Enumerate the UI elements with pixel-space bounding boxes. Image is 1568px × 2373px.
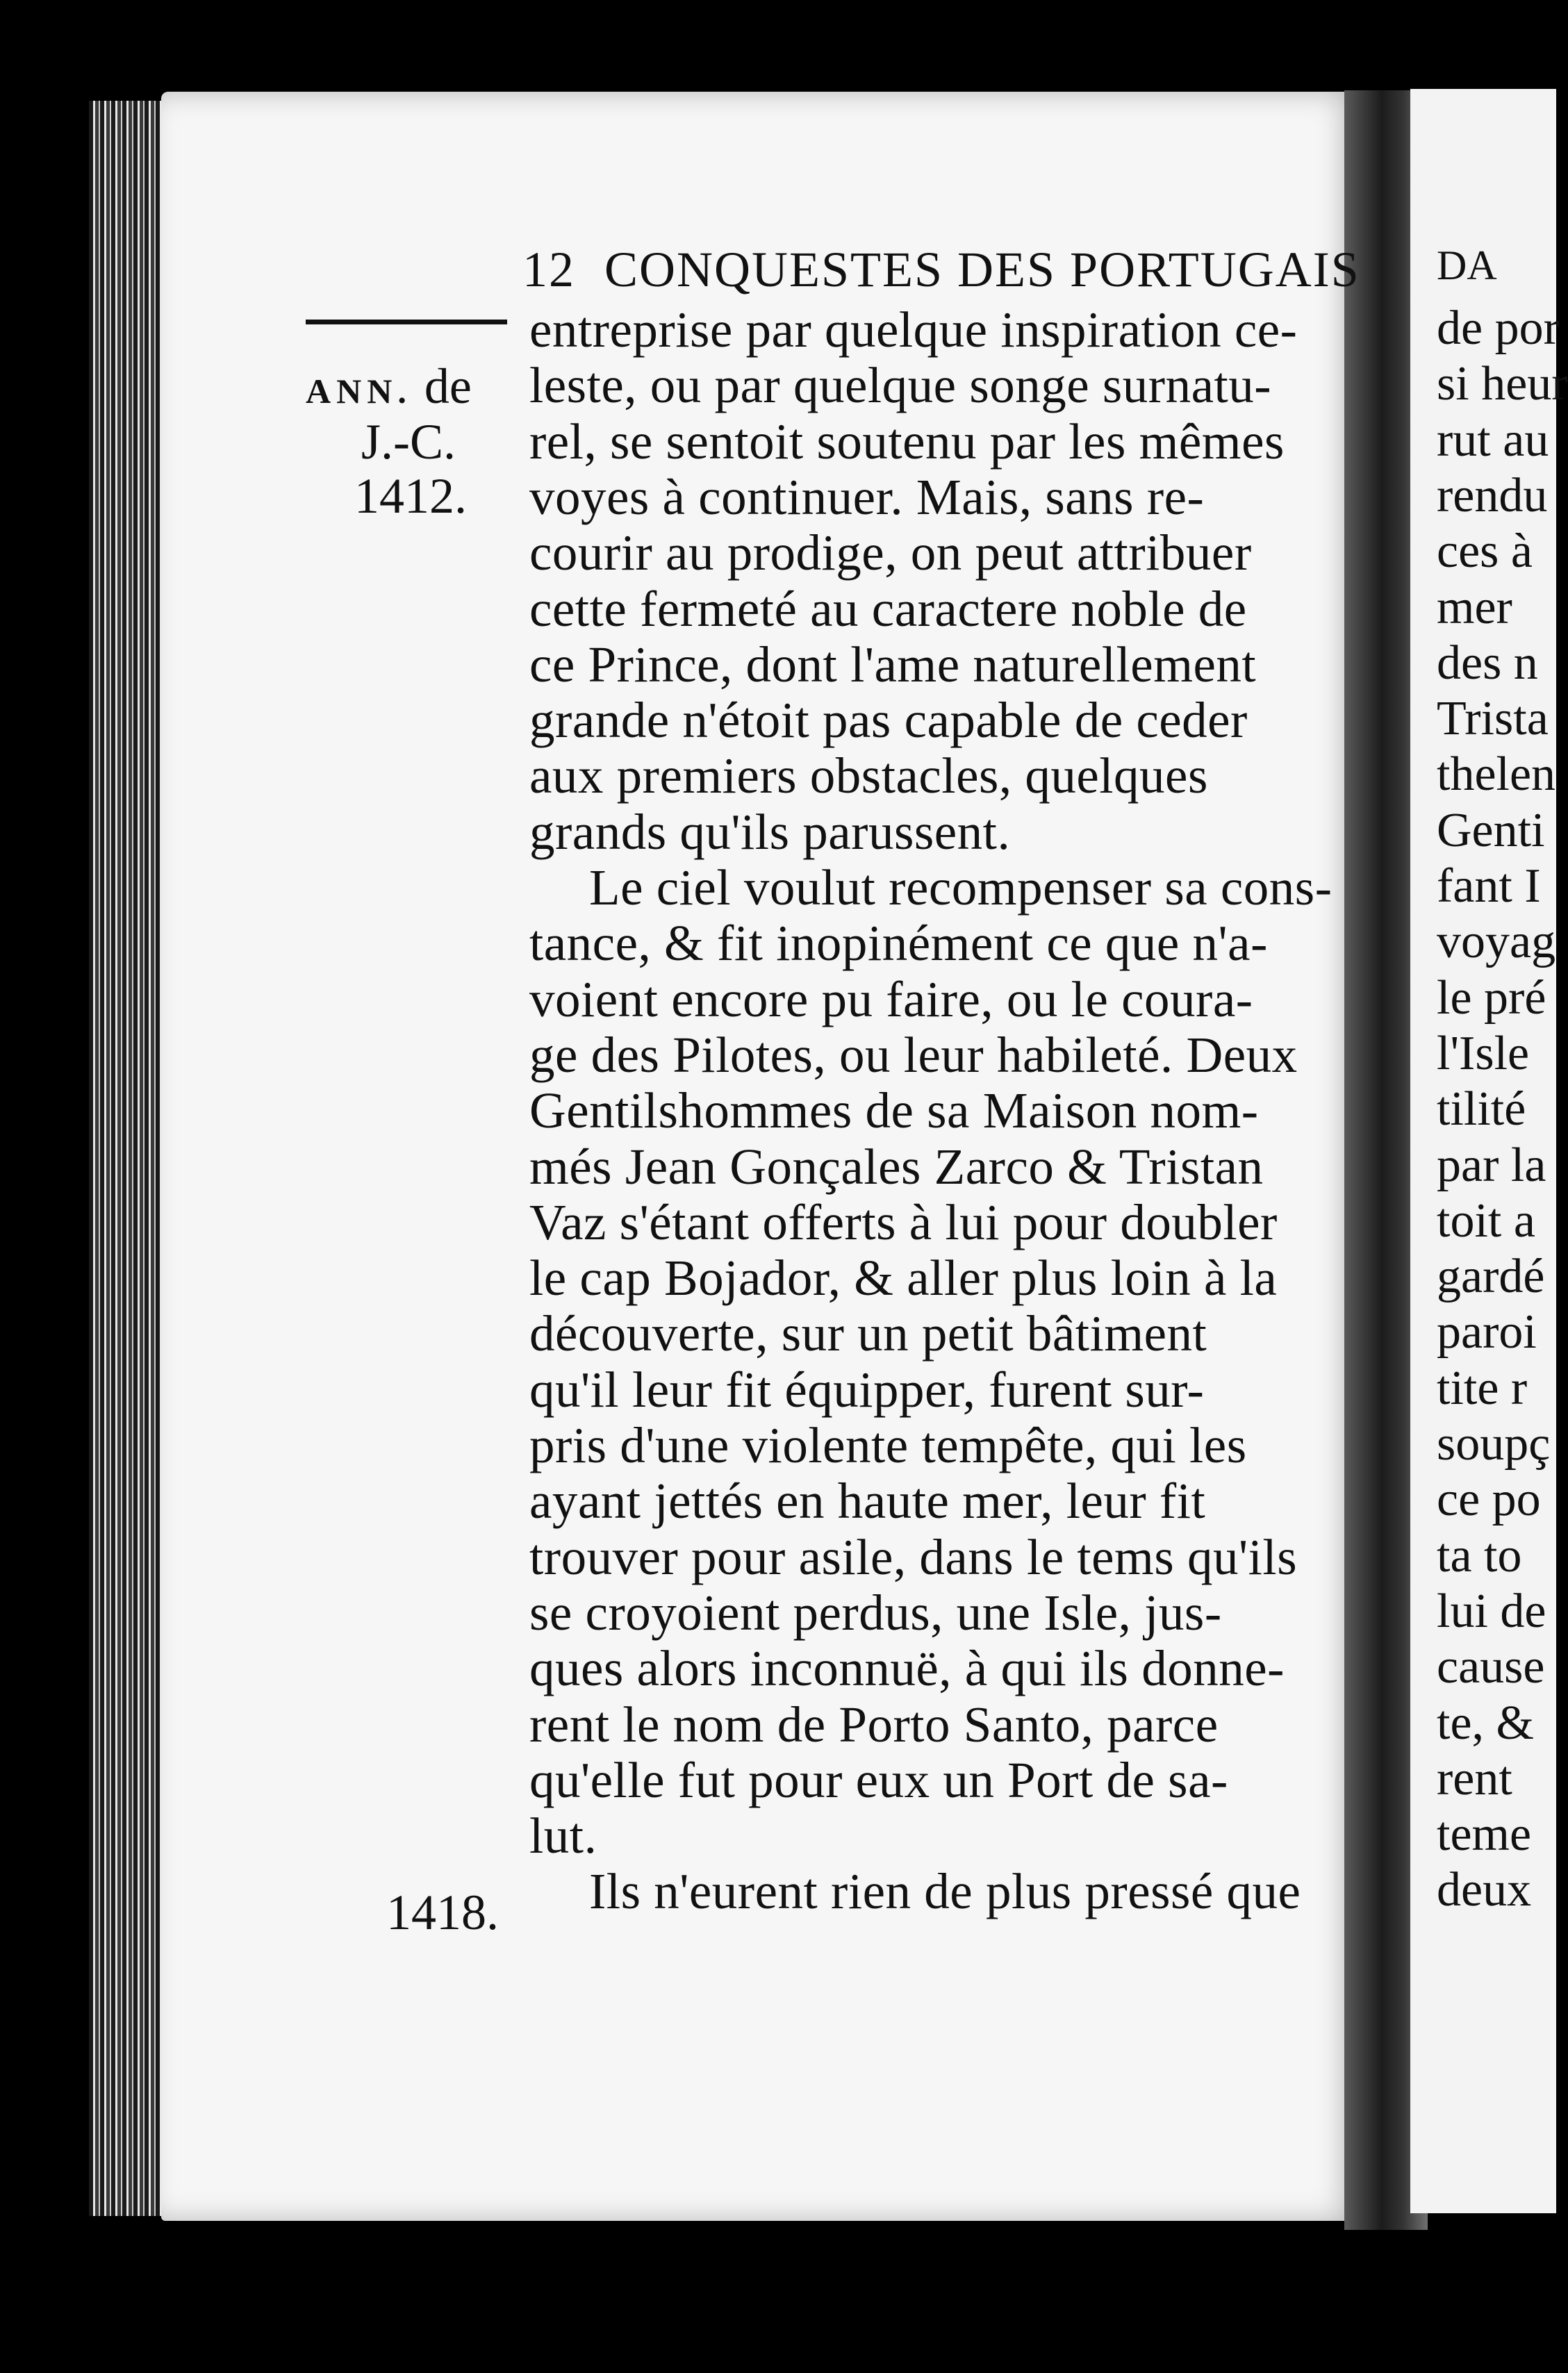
- body-line: pris d'une violente tempête, qui les: [529, 1417, 1247, 1473]
- body-line: Le ciel voulut recompenser sa cons-: [589, 859, 1332, 916]
- right-page-line: rendu: [1437, 469, 1548, 522]
- right-page-line: paroi: [1437, 1305, 1537, 1359]
- right-page-line: fant I: [1437, 859, 1541, 913]
- right-page-line: cause: [1437, 1640, 1545, 1694]
- body-line: aux premiers obstacles, quelques: [529, 747, 1208, 804]
- right-page-line: rut au: [1437, 413, 1549, 467]
- right-page-line: Trista: [1437, 692, 1549, 745]
- margin-jc: J.-C.: [361, 414, 456, 470]
- body-line: qu'il leur fit équipper, furent sur-: [529, 1362, 1205, 1418]
- right-page-line: tite r: [1437, 1362, 1528, 1415]
- body-line: Ils n'eurent rien de plus pressé que: [589, 1863, 1301, 1919]
- right-page-line: ta to: [1437, 1529, 1522, 1582]
- body-line: ge des Pilotes, ou leur habileté. Deux: [529, 1027, 1298, 1083]
- right-page-line: si heur: [1437, 357, 1568, 411]
- right-page-line: Genti: [1437, 804, 1545, 857]
- body-line: ce Prince, dont l'ame naturellement: [529, 636, 1257, 693]
- body-line: trouver pour asile, dans le tems qu'ils: [529, 1529, 1298, 1585]
- right-page-line: soupç: [1437, 1417, 1551, 1471]
- right-page-line: lui de: [1437, 1585, 1546, 1638]
- body-line: Vaz s'étant offerts à lui pour doubler: [529, 1194, 1278, 1250]
- right-page-line: te, &: [1437, 1696, 1534, 1750]
- body-line: Gentilshommes de sa Maison nom-: [529, 1082, 1259, 1139]
- margin-ann-de: de: [424, 358, 472, 414]
- body-line: qu'elle fut pour eux un Port de sa-: [529, 1752, 1228, 1808]
- body-line: entreprise par quelque inspiration ce-: [529, 301, 1298, 358]
- running-title: CONQUESTES DES PORTUGAIS: [604, 242, 1360, 297]
- right-page-line: ce po: [1437, 1473, 1541, 1526]
- right-page-line: DA: [1437, 242, 1497, 288]
- body-line: grande n'étoit pas capable de ceder: [529, 692, 1248, 748]
- body-line: voyes à continuer. Mais, sans re-: [529, 469, 1205, 525]
- right-page-line: le pré: [1437, 971, 1546, 1025]
- margin-year-1412: 1412.: [354, 468, 467, 524]
- right-page-line: par la: [1437, 1139, 1546, 1192]
- body-line: courir au prodige, on peut attribuer: [529, 524, 1252, 581]
- body-line: rel, se sentoit soutenu par les mêmes: [529, 413, 1285, 470]
- margin-ann: [306, 358, 472, 414]
- body-line: le cap Bojador, & aller plus loin à la: [529, 1250, 1278, 1306]
- right-page-line: toit a: [1437, 1194, 1535, 1248]
- body-line: voient encore pu faire, ou le coura-: [529, 971, 1253, 1027]
- margin-ann-label: ANN.: [306, 372, 412, 411]
- body-line: lut.: [529, 1808, 597, 1864]
- book-page-edges: [89, 101, 165, 2216]
- right-page-line: deux: [1437, 1863, 1532, 1917]
- page-number: 12: [522, 242, 575, 297]
- body-line: ayant jettés en haute mer, leur fit: [529, 1473, 1206, 1529]
- body-line: grands qu'ils parussent.: [529, 804, 1011, 860]
- margin-rule: [306, 320, 507, 324]
- right-page-line: des n: [1437, 636, 1538, 690]
- right-page-line: ces à: [1437, 524, 1533, 578]
- right-page-line: teme: [1437, 1808, 1532, 1861]
- right-page-line: thelen: [1437, 747, 1556, 801]
- body-line: rent le nom de Porto Santo, parce: [529, 1696, 1219, 1753]
- body-line: leste, ou par quelque songe surnatu-: [529, 357, 1272, 413]
- body-line: més Jean Gonçales Zarco & Tristan: [529, 1139, 1264, 1195]
- body-line: découverte, sur un petit bâtiment: [529, 1305, 1207, 1362]
- body-line: ques alors inconnuë, à qui ils donne-: [529, 1640, 1285, 1696]
- margin-year-1418: 1418.: [386, 1885, 499, 1940]
- right-page-line: mer: [1437, 581, 1512, 634]
- right-page-line: voyag: [1437, 915, 1556, 968]
- right-page-line: gardé: [1437, 1250, 1545, 1303]
- body-line: cette fermeté au caractere noble de: [529, 581, 1247, 637]
- body-line: tance, & fit inopinément ce que n'a-: [529, 915, 1268, 971]
- right-page-line: de por: [1437, 301, 1560, 355]
- body-line: se croyoient perdus, une Isle, jus-: [529, 1585, 1222, 1641]
- right-page-line: l'Isle: [1437, 1027, 1530, 1080]
- right-page-line: tilité: [1437, 1082, 1526, 1136]
- right-page-line: rent: [1437, 1752, 1512, 1805]
